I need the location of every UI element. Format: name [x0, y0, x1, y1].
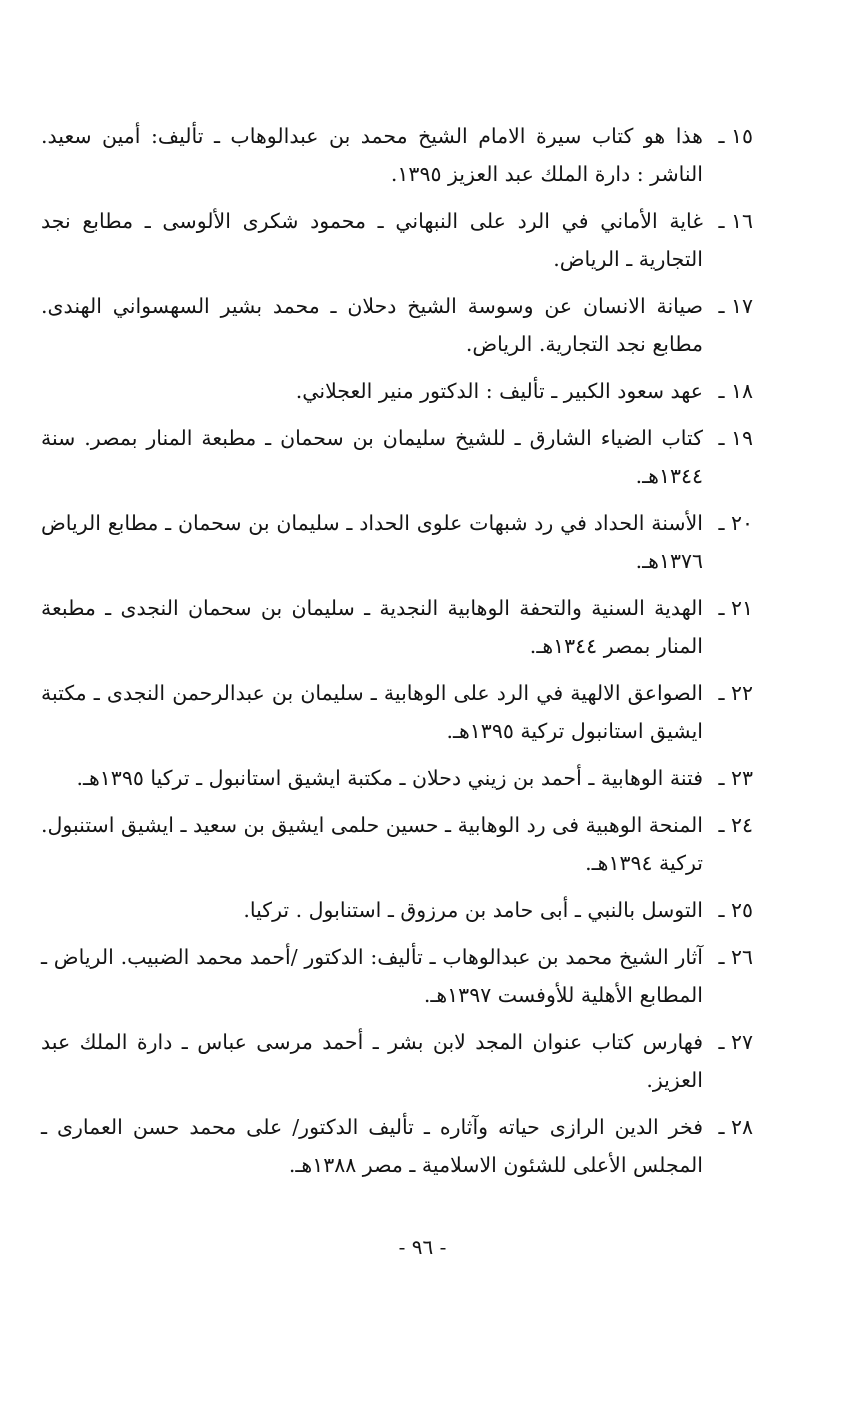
bibliography-entry — [41, 891, 753, 929]
entry-number: ٢٢ ـ — [718, 681, 753, 705]
entry-text: التوسل بالنبي ـ أبى حامد بن مرزوق ـ استنابول . تركيا. — [243, 898, 703, 922]
entry-number: ٢٠ ـ — [718, 511, 753, 535]
entry-text: غاية الأماني في الرد على النبهاني ـ محمود شكرى الألوسى ـ مطابع نجد التجارية ـ الرياض. — [41, 209, 703, 271]
bibliography-entry — [41, 504, 753, 580]
entry-number: ١٧ ـ — [718, 294, 753, 318]
bibliography-entry — [41, 674, 753, 750]
entry-text: صيانة الانسان عن وسوسة الشيخ دحلان ـ محمد بشير السهسواني الهندى. مطابع نجد التجارية. الرياض. — [41, 294, 703, 356]
bibliography-entry — [41, 202, 753, 278]
entry-text: الصواعق الالهية في الرد على الوهابية ـ سليمان بن عبدالرحمن النجدى ـ مكتبة ايشيق استانبول تركية ١٣٩٥هـ. — [41, 681, 703, 743]
bibliography-entry — [41, 806, 753, 882]
entry-number: ١٨ ـ — [718, 379, 753, 403]
entry-text: عهد سعود الكبير ـ تأليف : الدكتور منير العجلاني. — [295, 379, 703, 403]
bibliography-list — [41, 117, 753, 1193]
entry-number: ٢١ ـ — [718, 596, 753, 620]
bibliography-entry — [41, 1023, 753, 1099]
bibliography-entry — [41, 938, 753, 1014]
entry-number: ٢٥ ـ — [718, 898, 753, 922]
entry-text: الهدية السنية والتحفة الوهابية النجدية ـ سليمان بن سحمان النجدى ـ مطبعة المنار بمصر ١٣٤٤هـ. — [41, 596, 703, 658]
entry-number: ٢٤ ـ — [718, 813, 753, 837]
page-number: - ٩٦ - — [398, 1235, 447, 1259]
bibliography-entry — [41, 1108, 753, 1184]
entry-text: كتاب الضياء الشارق ـ للشيخ سليمان بن سحمان ـ مطبعة المنار بمصر. سنة ١٣٤٤هـ. — [41, 426, 703, 488]
bibliography-entry — [41, 117, 753, 193]
entry-text: فخر الدين الرازى حياته وآثاره ـ تأليف الدكتور/ على محمد حسن العمارى ـ المجلس الأعلى للشئون الاسلامية ـ مصر ١٣٨٨هـ. — [41, 1115, 703, 1177]
entry-text: هذا هو كتاب سيرة الامام الشيخ محمد بن عبدالوهاب ـ تأليف: أمين سعيد. الناشر : دارة الملك عبد العزيز ١٣٩٥. — [41, 124, 703, 186]
entry-text: المنحة الوهبية فى رد الوهابية ـ حسين حلمى ايشيق بن سعيد ـ ايشيق استنبول. تركية ١٣٩٤هـ. — [41, 813, 703, 875]
entry-text: فتنة الوهابية ـ أحمد بن زيني دحلان ـ مكتبة ايشيق استانبول ـ تركيا ١٣٩٥هـ. — [76, 766, 703, 790]
entry-number: ١٩ ـ — [718, 426, 753, 450]
entry-number: ٢٦ ـ — [718, 945, 753, 969]
bibliography-entry — [41, 759, 753, 797]
entry-text: فهارس كتاب عنوان المجد لابن بشر ـ أحمد مرسى عباس ـ دارة الملك عبد العزيز. — [41, 1030, 703, 1092]
bibliography-entry — [41, 372, 753, 410]
entry-number: ١٥ ـ — [718, 124, 753, 148]
bibliography-entry — [41, 287, 753, 363]
bibliography-entry — [41, 589, 753, 665]
entry-text: آثار الشيخ محمد بن عبدالوهاب ـ تأليف: الدكتور /أحمد محمد الضبيب. الرياض ـ المطابع الأهلية للأوفست ١٣٩٧هـ. — [41, 945, 703, 1007]
bibliography-entry — [41, 419, 753, 495]
entry-number: ٢٧ ـ — [718, 1030, 753, 1054]
entry-number: ٢٨ ـ — [718, 1115, 753, 1139]
entry-number: ١٦ ـ — [718, 209, 753, 233]
entry-text: الأسنة الحداد في رد شبهات علوى الحداد ـ سليمان بن سحمان ـ مطابع الرياض ١٣٧٦هـ. — [41, 511, 703, 573]
entry-number: ٢٣ ـ — [718, 766, 753, 790]
